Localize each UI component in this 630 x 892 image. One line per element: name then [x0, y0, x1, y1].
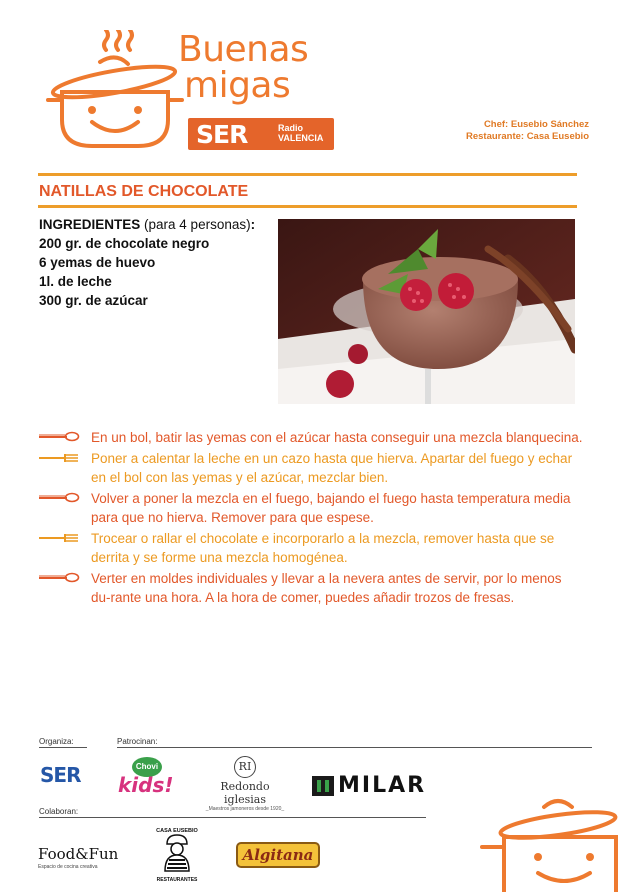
ingredients-heading-text: INGREDIENTES: [39, 217, 141, 232]
title-rule-top: [38, 173, 577, 176]
chovi-top-label: Chovi: [132, 757, 162, 777]
milar-mark-icon: [312, 776, 334, 796]
ingredients-heading: [39, 215, 255, 234]
chovi-kids-logo: [118, 757, 180, 801]
ingredient-item: 1l. de leche: [39, 274, 112, 289]
step-item: [38, 489, 583, 527]
ser-sponsor-logo: SER: [40, 763, 81, 787]
organiza-label: Organiza:: [39, 737, 74, 746]
food-and-fun-logo: [38, 845, 118, 870]
radio-line1: Radio: [278, 123, 304, 133]
step-text: Verter en moldes individuales y llevar a la nevera antes de servir, por lo menos du-rante una hora. A la hora de comer, puedes añadir trozos de fresas.: [91, 571, 562, 605]
food-and-fun-wordmark: Food&Fun: [38, 845, 119, 863]
title-rule-bottom: [38, 205, 577, 208]
step-text: Volver a poner la mezcla en el fuego, bajando el fuego hasta temperatura media para que no hierva. Remover para que espese.: [91, 491, 571, 525]
chef-figure-icon: [159, 834, 195, 872]
brand-title-line2: migas: [184, 65, 291, 106]
step-text: Poner a calentar la leche en un cazo hasta que hierva. Apartar del fuego y echar en el bol con las yemas y el azúcar, mezclar bien.: [91, 451, 573, 485]
step-item: [38, 449, 583, 487]
ingredient-item: 200 gr. de chocolate negro: [39, 236, 210, 251]
chovi-kids-label: kids!: [118, 773, 174, 797]
ser-logo-text: SER: [196, 120, 248, 149]
radio-valencia-label: [278, 123, 323, 143]
ingredient-item: 300 gr. de azúcar: [39, 293, 148, 308]
ingredient-item: 6 yemas de huevo: [39, 255, 156, 270]
organiza-rule: [39, 747, 87, 748]
ser-radio-valencia-badge: [188, 118, 334, 150]
radio-line2: VALENCIA: [278, 133, 324, 143]
patrocinan-label: Patrocinan:: [117, 737, 158, 746]
step-item: [38, 569, 583, 607]
patrocinan-rule: [117, 747, 592, 748]
redondo-iglesias-logo: [200, 756, 290, 812]
ingredients-servings: (para 4 personas): [144, 217, 251, 232]
spoon-icon: [38, 571, 80, 585]
ingredients-block: [39, 215, 255, 310]
step-item: [38, 529, 583, 567]
fork-icon: [38, 451, 80, 465]
ingredients-colon: :: [250, 217, 256, 232]
restaurant-name: Restaurante: Casa Eusebio: [465, 131, 589, 142]
recipe-title: NATILLAS DE CHOCOLATE: [39, 183, 249, 200]
brand-title: [178, 29, 309, 106]
chef-name: Chef: Eusebio Sánchez: [483, 119, 589, 130]
preparation-steps: [38, 428, 583, 607]
milar-logo: [312, 773, 426, 798]
spoon-icon: [38, 491, 80, 505]
spoon-icon: [38, 430, 80, 444]
algitana-logo: [236, 842, 320, 868]
colaboran-label: Colaboran:: [39, 807, 79, 816]
milar-wordmark: MILAR: [338, 773, 427, 798]
chef-credits: [466, 119, 589, 143]
algitana-wordmark: Algitana: [242, 846, 314, 864]
casa-eusebio-top: CASA EUSEBIO: [156, 828, 198, 834]
fork-icon: [38, 531, 80, 545]
casa-eusebio-logo: [152, 828, 202, 886]
redondo-tagline: _Maestros jamoneros desde 1920_: [205, 806, 285, 812]
chocolate-custard-photo: [278, 219, 575, 404]
decorative-pot-icon: [472, 795, 630, 892]
redondo-mark: RI: [234, 756, 256, 778]
casa-eusebio-bottom: RESTAURANTES: [156, 877, 198, 883]
food-and-fun-tagline: Espacio de cocina creativa: [38, 864, 98, 870]
step-item: [38, 428, 583, 447]
colaboran-rule: [39, 817, 426, 818]
step-text: En un bol, batir las yemas con el azúcar hasta conseguir una mezcla blanquecina.: [91, 430, 583, 445]
step-text: Trocear o rallar el chocolate e incorporarlo a la mezcla, remover hasta que se derrita y se forme una mezcla homogénea.: [91, 531, 555, 565]
brand-title-line1: Buenas: [178, 29, 309, 70]
redondo-name: Redondo iglesias: [220, 780, 270, 806]
